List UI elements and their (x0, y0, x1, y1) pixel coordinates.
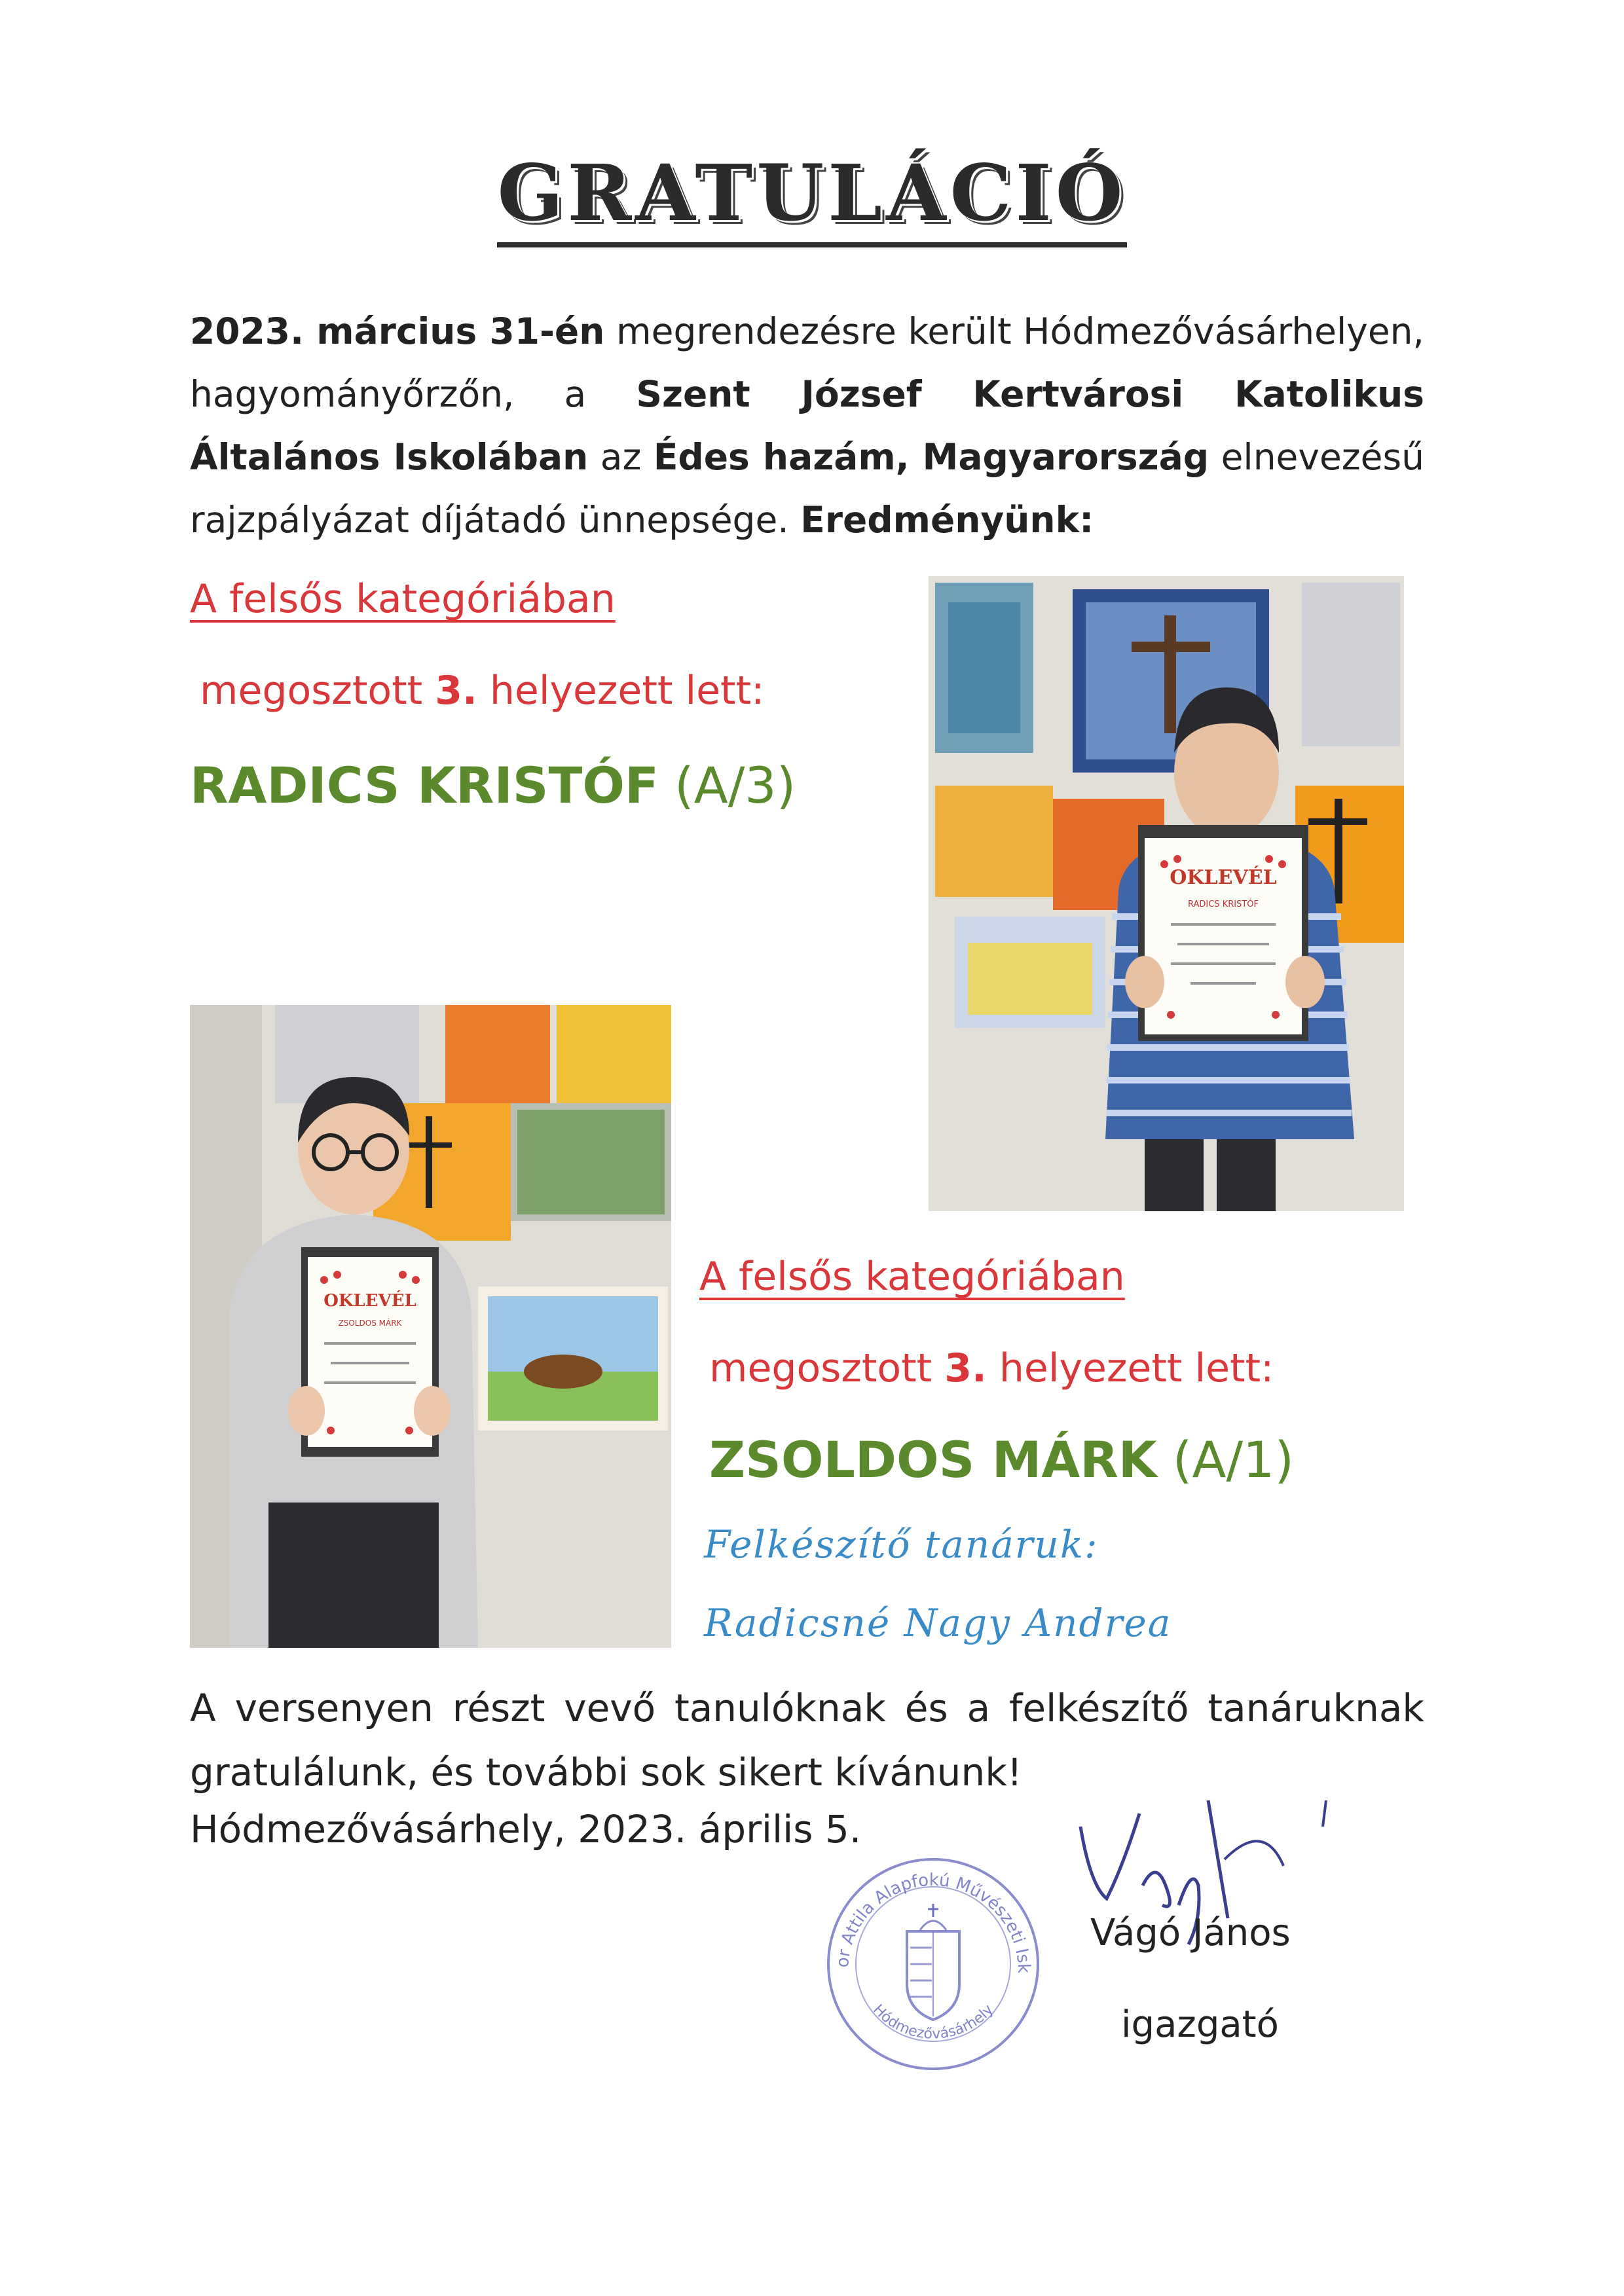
intro-paragraph: 2023. március 31-én megrendezésre került Hódmezővásárhelyen, hagyományőrzőn, a Szent József Kertvárosi Katolikus Általános Iskolában az Édes hazám, Magyarország elnevezésű rajzpályázat díjátadó ünnepsége. Eredményünk: (190, 310, 1425, 541)
result2-place: megosztott 3. helyezett lett: (709, 1345, 1274, 1391)
result2-category: A felsős kategóriában (699, 1254, 1125, 1300)
page-title: GRATULÁCIÓ (0, 147, 1624, 238)
photo2-diploma-title: OKLEVÉL (323, 1291, 416, 1311)
winner1-photo (929, 576, 1404, 1211)
svg-text:Hódmezővásárhely: Hódmezővásárhely (869, 2001, 997, 2043)
photo2-diploma-name: ZSOLDOS MÁRK (338, 1319, 402, 1328)
signatory-role: igazgató (1121, 2003, 1279, 2046)
photo1-diploma-name: RADICS KRISTÓF (1188, 900, 1259, 909)
svg-text:Fodor Attila Alapfokú Művészet: or Attila Alapfokú Művészeti Isk (832, 1870, 1034, 1973)
result2-winner: ZSOLDOS MÁRK (A/1) (709, 1430, 1295, 1489)
winner2-photo (190, 1005, 671, 1648)
intro-result-label: Eredményünk: (800, 499, 1094, 541)
signatory-name: Vágó János (1090, 1912, 1291, 1954)
closing-paragraph: A versenyen részt vevő tanulóknak és a felkészítő tanáruknak gratulálunk, és további sok sikert kívánunk! (190, 1686, 1424, 1795)
intro-contest: Édes hazám, Magyarország (653, 436, 1209, 478)
photo1-diploma-title: OKLEVÉL (1170, 866, 1277, 889)
result1-place: megosztott 3. helyezett lett: (200, 668, 765, 714)
result1-category: A felsős kategóriában (190, 576, 616, 622)
result1-winner: RADICS KRISTÓF (A/3) (190, 756, 796, 814)
school-stamp (822, 1853, 1044, 2075)
place-date: Hódmezővásárhely, 2023. április 5. (190, 1807, 862, 1851)
teacher-label: Felkészítő tanáruk: (704, 1522, 1099, 1567)
teacher-name: Radicsné Nagy Andrea (704, 1601, 1172, 1645)
intro-date: 2023. március 31-én (190, 310, 605, 352)
intro-school: Szent József Kertvárosi Katolikus Általános Iskolában (190, 373, 1424, 478)
